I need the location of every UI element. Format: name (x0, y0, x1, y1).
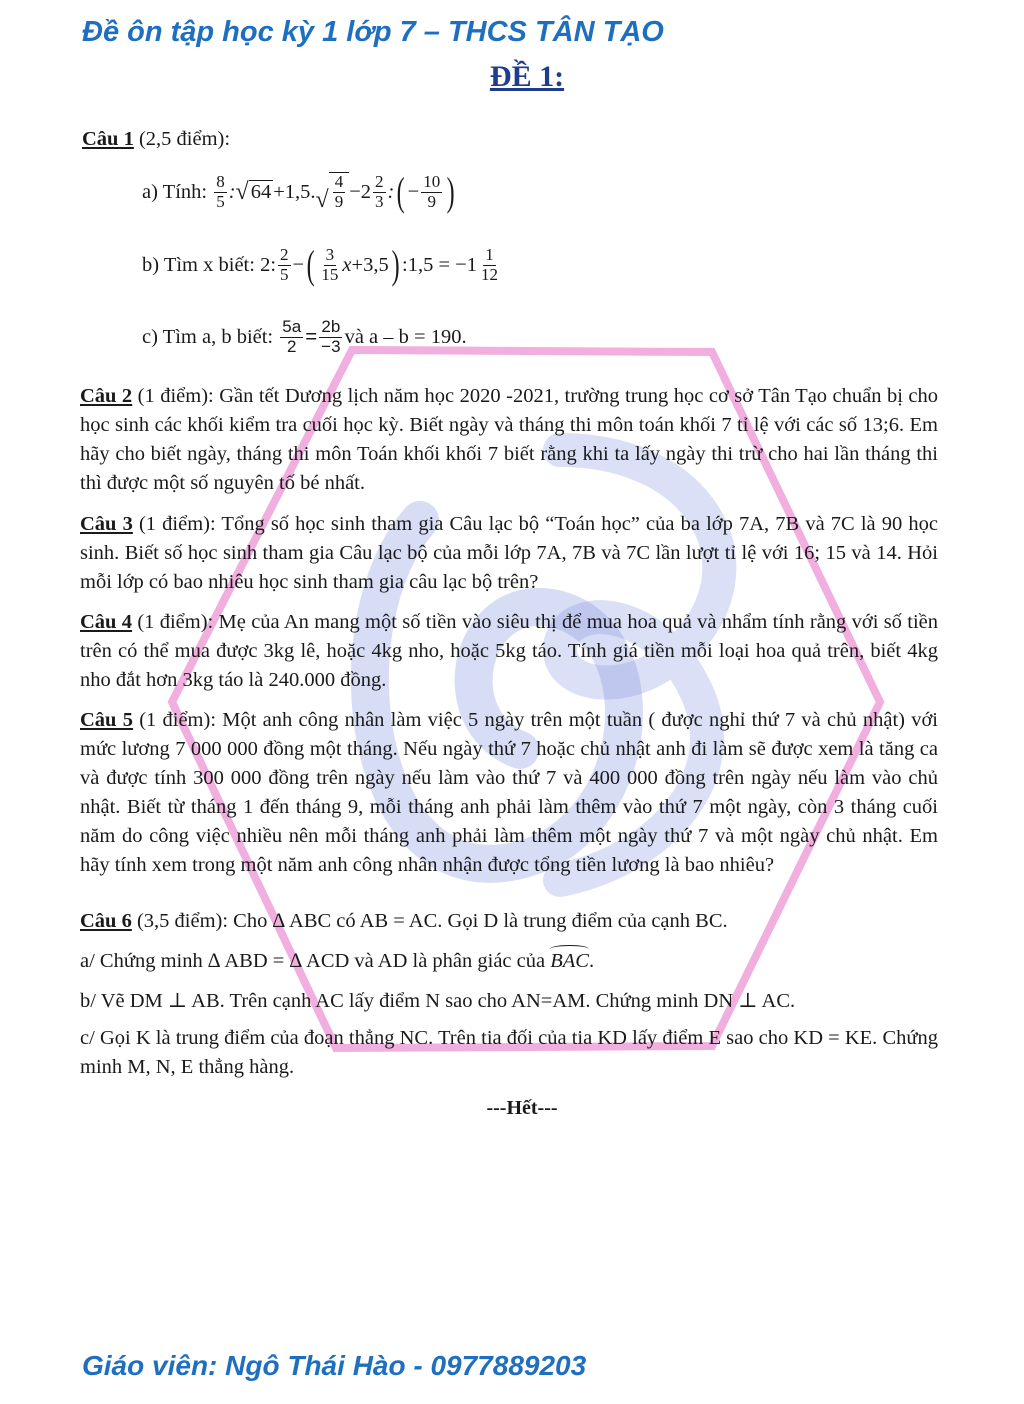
question-4 (80, 608, 938, 695)
question-text: (1 điểm): Một anh công nhân làm việc 5 ngày trên một tuần ( được nghỉ thứ 7 và chủ nhật) với mức lương 7 000 000 đồng một tháng. Nếu ngày thứ 7 hoặc chủ nhật anh đi làm sẽ được xem là tăng ca và được tính 300 000 đồng trên ngày nếu làm vào thứ 7 và 400 000 đồng trên ngày nếu làm vào chủ nhật. Biết từ tháng 1 đến tháng 9, mỗi tháng anh phải làm thêm vào thứ 7 một ngày, còn 3 tháng cuối năm do công việc nhiều nên mỗi tháng anh phải làm thêm một ngày thứ 7 và một ngày chủ nhật. Em hãy tính xem trong một năm anh công nhân nhận được tổng tiền lương là bao nhiêu? (80, 709, 938, 876)
question-1a (142, 169, 458, 214)
question-6 (80, 910, 728, 933)
question-1-heading (82, 128, 230, 151)
subquestion-suffix: và a – b = 190. (344, 325, 467, 348)
question-6c: c/ Gọi K là trung điểm của đoạn thẳng NC. Trên tia đối của tia KD lấy điểm E sao cho KD = KE. Chứng minh M, N, E thẳng hàng. (80, 1027, 938, 1078)
question-1c (142, 318, 467, 356)
question-6b: b/ Vẽ DM ⊥ AB. Trên cạnh AC lấy điểm N sao cho AN=AM. Chứng minh DN ⊥ AC. (80, 990, 796, 1012)
question-text: (1 điểm): Gần tết Dương lịch năm học 2020 -2021, trường trung học cơ sở Tân Tạo chuẩn bị cho học sinh các khối kiểm tra cuối học kỳ. Biết ngày và tháng thi môn toán khối 7 tỉ lệ với các số 13;6. Em hãy cho biết ngày, tháng thi môn Toán khối khối 7 biết rằng khi ta lấy ngày thi trừ cho hai lần tháng thi thì được một số nguyên tố bé nhất. (80, 385, 938, 494)
question-6a: a/ Chứng minh ∆ ABD = ∆ ACD và AD là phân giác của BAC. (80, 950, 595, 972)
question-label: Câu 3 (80, 513, 133, 535)
question-2 (80, 382, 938, 498)
question-text: (1 điểm): Mẹ của An mang một số tiền vào siêu thị để mua hoa quả và nhẩm tính rằng với số tiền trên có thể mua được 3kg lê, hoặc 4kg nho, hoặc 5kg táo. Tính giá tiền mỗi loại hoa quả trên, biết 4kg nho đắt hơn 3kg táo là 240.000 đồng. (80, 611, 938, 691)
end-mark: ---Hết--- (486, 1097, 558, 1119)
expression-1b: 2: $\frac{2}{5}$ − ( $\frac{3}{15}$ x +3,5 ) :1,5 = −1 $\frac{1}{12}$ (260, 242, 498, 287)
expression-1a: $\frac{8}{5}$ : √ 64 +1,5. √ $\frac{4}{9}$ −2 $\frac{2}{3}$ : ( − $\frac{10}{9}$ ) (216, 169, 455, 214)
angle-bac: BAC (550, 950, 589, 972)
question-5 (80, 706, 938, 880)
question-label: Câu 2 (80, 385, 133, 407)
subquestion-prefix: a) Tính: (142, 180, 208, 203)
question-1b (142, 242, 502, 287)
footer-teacher: Giáo viên: Ngô Thái Hào - 0977889203 (82, 1350, 587, 1381)
question-label: Câu 6 (80, 910, 132, 932)
question-text: (1 điểm): Tổng số học sinh tham gia Câu lạc bộ “Toán học” của ba lớp 7A, 7B và 7C là 90 học sinh. Biết số học sinh tham gia Câu lạc bộ của mỗi lớp 7A, 7B và 7C lần lượt tỉ lệ với 16; 15 và 14. Hỏi mỗi lớp có bao nhiêu học sinh tham gia câu lạc bộ trên? (80, 513, 938, 593)
question-points: (2,5 điểm): (133, 128, 231, 150)
question-label: Câu 1 (82, 128, 134, 150)
header-title: Đề ôn tập học kỳ 1 lớp 7 – THCS TÂN TẠO (82, 16, 664, 48)
subquestion-text: a/ Chứng minh ∆ ABD = ∆ ACD và AD là phân giác của (80, 950, 551, 972)
question-label: Câu 4 (80, 611, 133, 633)
subquestion-prefix: c) Tìm a, b biết: (142, 325, 274, 348)
question-label: Câu 5 (80, 709, 133, 731)
question-3 (80, 510, 938, 597)
expression-1c: $\frac{5a}{2}$ = $\frac{2b}{-3}$ (282, 317, 341, 356)
exam-title: ĐỀ 1: (489, 60, 565, 93)
subquestion-prefix: b) Tìm x biết: (142, 253, 255, 276)
question-text: (3,5 điểm): Cho ∆ ABC có AB = AC. Gọi D là trung điểm của cạnh BC. (131, 910, 728, 932)
